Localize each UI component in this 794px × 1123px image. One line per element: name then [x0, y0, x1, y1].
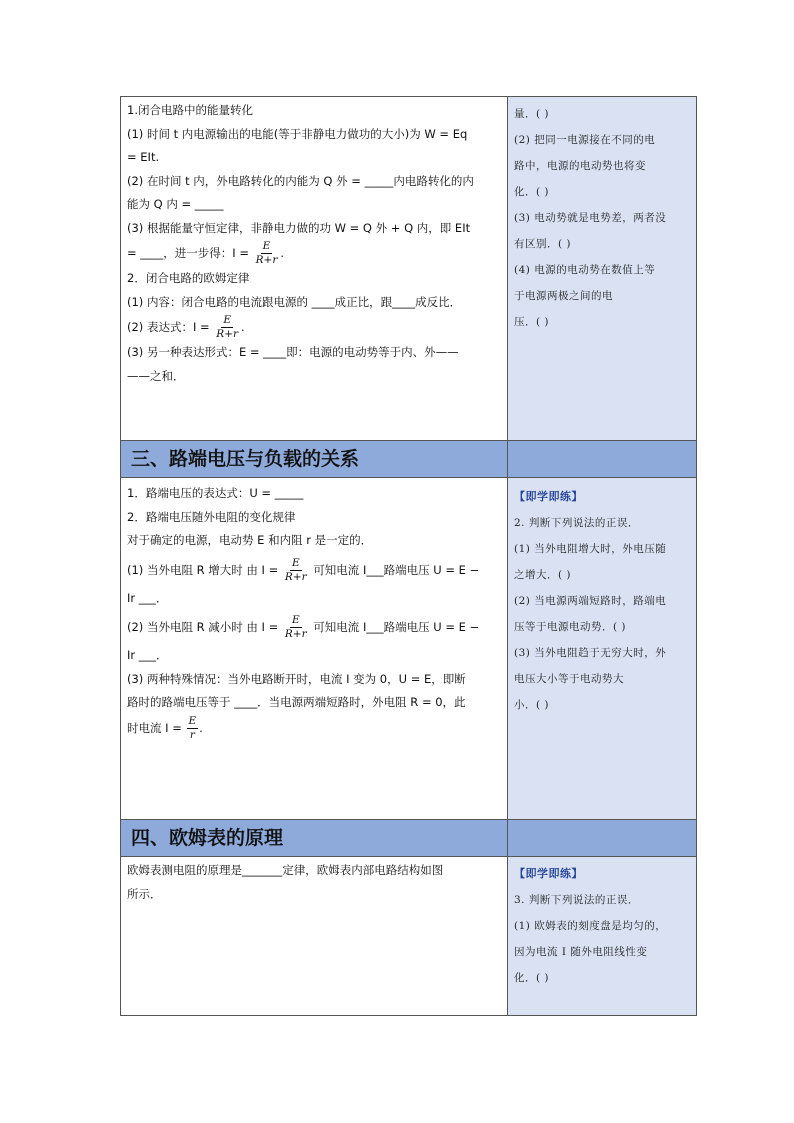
- practice-badge: 【即学即练】: [514, 490, 583, 503]
- fraction-numerator: E: [223, 314, 231, 326]
- practice-line: (3) 当外电阻趋于无穷大时，外: [514, 647, 667, 659]
- practice-line: 3. 判断下列说法的正误．: [514, 894, 639, 906]
- text-line: (1) 时间 t 内电源输出的电能(等于非静电力做功的大小)为 W = Eq: [127, 126, 468, 141]
- text-span: (2) 当外电阻 R 减小时 由 I =: [127, 620, 279, 634]
- text-line: = EIt.: [127, 150, 160, 164]
- text-span: 可知电流 I___路端电压 U = E −: [313, 562, 480, 577]
- section-terminal-voltage-row: [121, 478, 696, 820]
- section-ohmmeter-header: [121, 820, 696, 857]
- text-line: 路时的路端电压等于 ____．当电源两端短路时，外电阻 R = 0，此: [127, 695, 466, 709]
- text-line: Ir ___．: [127, 648, 168, 662]
- text-line: (3) 另一种表达形式：E = ____即：电源的电动势等于内、外——: [127, 345, 459, 359]
- text-line: 2．路端电压随外电阻的变化规律: [127, 509, 296, 524]
- text-span: (2) 表达式：I =: [127, 320, 210, 334]
- text-line: 1．路端电压的表达式：U = _____: [127, 486, 304, 500]
- header-blank-cell: [508, 441, 696, 477]
- section-ohmmeter-row: [121, 857, 696, 1015]
- fraction-numerator: E: [291, 614, 300, 626]
- header-blank-cell: [508, 820, 696, 856]
- text-line: Ir ___．: [127, 590, 168, 605]
- practice-line: (1) 当外电阻增大时，外电压随: [514, 543, 667, 555]
- formula-line: [127, 553, 501, 587]
- fraction: [214, 314, 240, 341]
- text-line: 所示．: [127, 886, 162, 901]
- practice-line: (4) 电源的电动势在数值上等: [514, 264, 656, 276]
- content-table: [120, 96, 697, 1016]
- practice-line: 量．( ): [514, 108, 550, 120]
- section-terminal-voltage-content: [121, 478, 508, 819]
- section-energy-row: [121, 97, 696, 441]
- fraction: [254, 240, 280, 267]
- text-line: 2．闭合电路的欧姆定律: [127, 271, 250, 285]
- practice-line: (3) 电动势就是电势差，两者没: [514, 212, 667, 224]
- practice-line: (2) 把同一电源接在不同的电: [514, 134, 656, 146]
- practice-line: 压．( ): [514, 316, 550, 328]
- practice-line: 化．( ): [514, 972, 550, 984]
- practice-line: 路中，电源的电动势也将变: [514, 160, 646, 172]
- text-line: (3) 根据能量守恒定律，非静电力做的功 W = Q 外 + Q 内，即 EIt: [127, 220, 471, 235]
- formula-line: (2) 表达式：I = $\frac{E}{R+r}$ .: [127, 314, 245, 340]
- text-line: 能为 Q 内 = _____: [127, 197, 224, 211]
- practice-line: 压等于电源电动势．( ): [514, 621, 627, 633]
- text-line: 对于确定的电源，电动势 E 和内阻 r 是一定的．: [127, 533, 373, 547]
- text-line: ——之和．: [127, 368, 185, 383]
- fraction-denominator: R+r: [284, 628, 307, 640]
- practice-badge: 【即学即练】: [514, 867, 583, 880]
- fraction-numerator: E: [262, 240, 271, 252]
- text-line: 1.闭合电路中的能量转化: [127, 103, 253, 117]
- formula-line: 时电流 I = $\frac{E}{r}$ .: [127, 714, 203, 741]
- practice-line: 于电源两极之间的电: [514, 290, 613, 302]
- practice-line: (2) 当电源两端短路时，路端电: [514, 595, 667, 607]
- fraction-denominator: R+r: [284, 570, 307, 583]
- fraction-denominator: r: [189, 728, 195, 741]
- section-energy-practice: [508, 97, 696, 440]
- section-energy-content: [121, 97, 508, 440]
- text-line: (3) 两种特殊情况：当外电路断开时，电流 I 变为 0，U = E，即断: [127, 671, 466, 686]
- fraction: [283, 557, 309, 584]
- formula-line: [127, 610, 501, 644]
- fraction: [187, 715, 199, 742]
- fraction-numerator: E: [188, 714, 197, 727]
- fraction-numerator: E: [291, 556, 300, 569]
- section-ohmmeter-practice: [508, 857, 696, 1015]
- fraction-denominator: R+r: [216, 328, 239, 340]
- practice-line: 有区别．( ): [514, 238, 572, 250]
- fraction: [283, 614, 309, 641]
- text-line: (1) 内容：闭合电路的电流跟电源的 ____成正比，跟____成反比．: [127, 294, 462, 309]
- practice-line: 化．( ): [514, 186, 550, 198]
- practice-line: 电压大小等于电动势大: [514, 673, 624, 685]
- formula-line: = ____，进一步得：I = $\frac{E}{R+r}$ .: [127, 240, 285, 266]
- practice-line: 小．( ): [514, 699, 550, 711]
- section-ohmmeter-content: [121, 857, 508, 1015]
- section-title: 四、欧姆表的原理: [121, 820, 508, 856]
- practice-line: 因为电流 I 随外电阻线性变: [514, 946, 648, 958]
- text-line: (2) 在时间 t 内，外电路转化的内能为 Q 外 = _____内电路转化的内: [127, 173, 474, 188]
- practice-line: (1) 欧姆表的刻度盘是均匀的，: [514, 920, 667, 932]
- section-title: 三、路端电压与负载的关系: [121, 441, 508, 477]
- practice-line: 2. 判断下列说法的正误．: [514, 517, 639, 529]
- text-span: 可知电流 I___路端电压 U = E −: [313, 620, 480, 634]
- text-span: = ____，进一步得：I =: [127, 246, 249, 260]
- text-span: (1) 当外电阻 R 增大时 由 I =: [127, 562, 279, 577]
- section-terminal-voltage-header: [121, 441, 696, 478]
- fraction-denominator: R+r: [255, 254, 278, 266]
- text-line: 欧姆表测电阻的原理是_______定律，欧姆表内部电路结构如图: [127, 863, 444, 877]
- section-terminal-voltage-practice: [508, 478, 696, 819]
- practice-line: 之增大．( ): [514, 569, 572, 581]
- text-span: 时电流 I =: [127, 720, 182, 735]
